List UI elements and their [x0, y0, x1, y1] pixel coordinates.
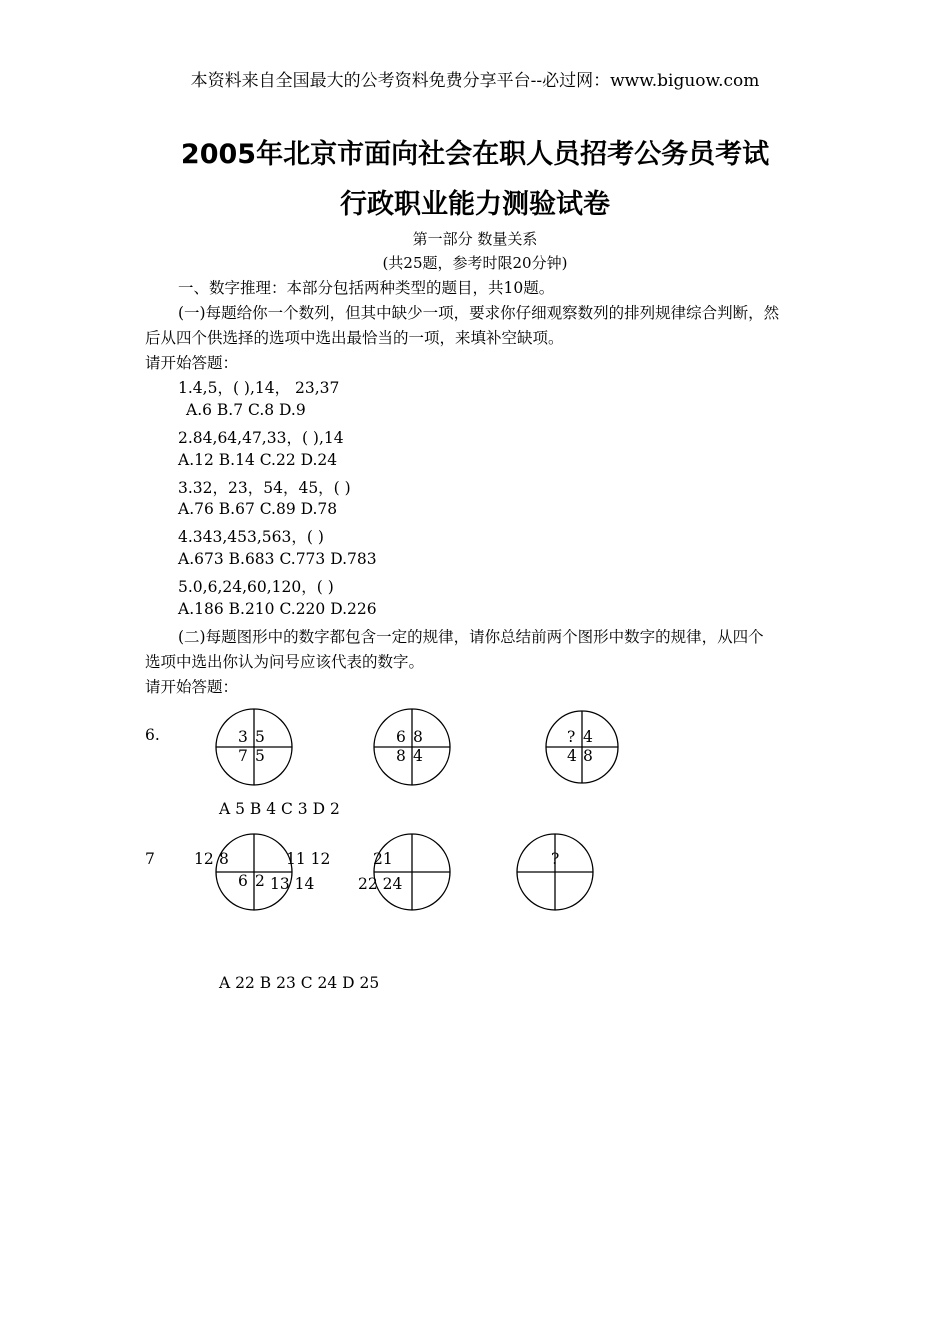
q7-c3-question: ?: [551, 850, 560, 868]
q6-c3-br: 8: [583, 747, 593, 765]
section2-instruction-b: 选项中选出你认为问号应该代表的数字。: [145, 653, 425, 671]
exam-title-line2: 行政职业能力测验试卷: [340, 189, 610, 220]
q6-c1-tr: 5: [255, 728, 265, 746]
part-note: (共25题，参考时限20分钟): [382, 254, 568, 272]
question-7-number: 7: [145, 850, 155, 868]
question-2: 2.84,64,47,33，( ),14: [178, 429, 344, 447]
q7-c1-br: 2: [255, 872, 265, 890]
q6-c3-tl: ?: [567, 728, 576, 746]
question-5-options: A.186 B.210 C.220 D.226: [178, 600, 377, 618]
section2-instruction-a: (二)每题图形中的数字都包含一定的规律，请你总结前两个图形中数字的规律，从四个: [178, 628, 764, 646]
question-6-number: 6.: [145, 726, 160, 744]
exam-title-line1: 2005年北京市面向社会在职人员招考公务员考试: [180, 139, 770, 170]
page-header-source: 本资料来自全国最大的公考资料免费分享平台--必过网：www.biguow.com: [190, 71, 760, 91]
section1-instruction-b: 后从四个供选择的选项中选出最恰当的一项，来填补空缺项。: [145, 329, 564, 347]
question-7-options: A 22 B 23 C 24 D 25: [219, 974, 380, 992]
question-1: 1.4,5，( ),14， 23,37: [178, 379, 340, 397]
q6-circle-3: [546, 711, 618, 783]
q6-circle-2: [374, 709, 450, 785]
q7-c1-bottom-right: 13 14: [270, 875, 315, 893]
question-3-options: A.76 B.67 C.89 D.78: [178, 500, 338, 518]
start-prompt-2: 请开始答题：: [145, 678, 239, 696]
q6-c3-tr: 4: [583, 728, 593, 746]
q7-c1-left: 12: [194, 850, 214, 868]
q6-c1-br: 5: [255, 747, 265, 765]
q7-circle-2: [358, 834, 450, 910]
question-6-options: A 5 B 4 C 3 D 2: [219, 800, 340, 818]
q6-circle-1: [216, 709, 292, 785]
q7-c1-top-right: 11 12: [286, 850, 331, 868]
q6-c3-bl: 4: [567, 747, 577, 765]
q6-c2-br: 4: [413, 747, 423, 765]
q7-c1-bl: 6: [238, 872, 248, 890]
question-1-options: A.6 B.7 C.8 D.9: [186, 401, 306, 419]
question-3: 3.32，23，54，45，( ): [178, 479, 351, 497]
question-4-options: A.673 B.683 C.773 D.783: [178, 550, 377, 568]
q7-circle-3: [517, 834, 593, 910]
question-5: 5.0,6,24,60,120，( ): [178, 578, 334, 596]
question-4: 4.343,453,563，( ): [178, 528, 324, 546]
q6-c2-tr: 8: [413, 728, 423, 746]
q7-circle-1: [194, 834, 330, 910]
section1-instruction-a: (一)每题给你一个数列，但其中缺少一项，要求你仔细观察数列的排列规律综合判断，然: [178, 304, 780, 322]
start-prompt-1: 请开始答题：: [145, 354, 239, 372]
section1-intro: 一、数字推理：本部分包括两种类型的题目，共10题。: [178, 279, 555, 297]
q6-c2-tl: 6: [396, 728, 406, 746]
q6-c1-tl: 3: [238, 728, 248, 746]
q7-c1-tl: 8: [219, 850, 229, 868]
question-2-options: A.12 B.14 C.22 D.24: [178, 451, 338, 469]
q6-c2-bl: 8: [396, 747, 406, 765]
q7-c2-bl: 22 24: [358, 875, 403, 893]
q7-c2-tl: 21: [373, 850, 393, 868]
part-title: 第一部分 数量关系: [412, 230, 538, 248]
q6-c1-bl: 7: [238, 747, 248, 765]
